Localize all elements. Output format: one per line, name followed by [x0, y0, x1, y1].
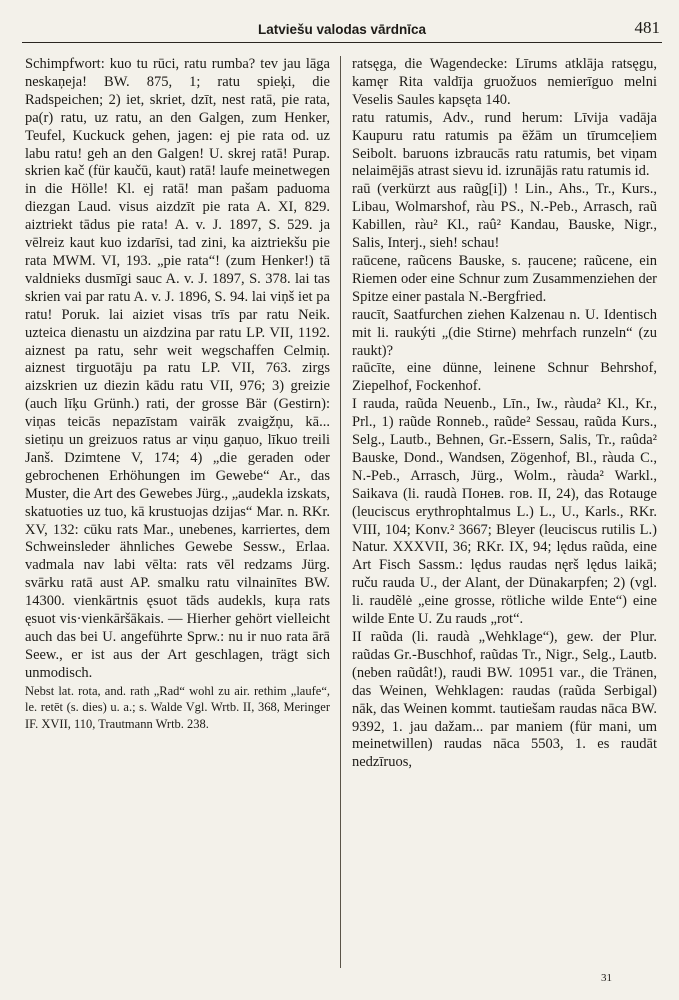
- column-divider: [340, 56, 341, 968]
- dictionary-entry: ratsęga, die Wagendecke: Līrums atklāja ratsęgu, kamęr Rita valdīja gruožuos nemierīguo melni Veselis Saules kapsęta 140.: [352, 56, 657, 108]
- page-number: 481: [634, 18, 660, 37]
- dictionary-entry: raūcene, raũcens Bauske, s. ŗaucene; raũcene, ein Riemen oder eine Schnur zum Zusammenziehen der Spitze einer pastala N.-Bergfried.: [352, 252, 657, 305]
- dictionary-entry: I rauda, raũda Neuenb., Līn., Iw., ràuda² Kl., Kr., Prl., 1) raũde Ronneb., raũde² Sessau, raũda Kurs., Selg., Lautb., Behnen, Gr.-Essern, Salis, Tr., raûda² Bauske, Dond., Wandsen, Zögenhof, Bl., ràuda C., N.-Peb., Arrasch, Jürg., Wolm., ràuda² Warkl., Saikava (li. raudà Понев. гов. II, 24), das Rotauge (leuciscus erythrophtalmus L.) L., U., Karls., RKr. VIII, 104; Konv.² 3667; Bleyer (leuciscus rutilis L.) Natur. XXXVII, 36; RKr. IX, 94; lędus raũda, eine Art Fisch Sassm.: lędus raudas nęrš lędus laikā; ruču rauda U., der Alant, der Dünakarpfen; 2) (vgl. li. raudẽlė „eine grosse, rötliche wilde Ente“) eine wilde Ente U. Zu rauds „rot“.: [352, 396, 657, 628]
- printer-signature: 31: [601, 972, 612, 984]
- dictionary-entry: raūcīte, eine dünne, leinene Schnur Behrshof, Ziepelhof, Fockenhof.: [352, 360, 657, 395]
- dictionary-entry: raucīt, Saatfurchen ziehen Kalzenau n. U. Identisch mit li. raukýti „(die Stirne) mehrfach runzeln“ (zu raukt)?: [352, 306, 657, 359]
- dictionary-entry: raū (verkürzt aus raũg[i]) ! Lin., Ahs., Tr., Kurs., Libau, Wolmarshof, ràu PS., N.-Peb., Arrasch, raũ Kabillen, ràu² Kl., raû² Kandau, Bauske, Nigr., Salis, Interj., sieh! schau!: [352, 181, 657, 252]
- dictionary-entry: ratu ratumis, Adv., rund herum: Līvija vadāja Kaupuru ratu ratumis pa ēžām un tīrumceļiem Seibolt. baruons izbraucās ratu ratumis, bet viņam nelaimējās atrast sievu id. izrunājās ratu ratumis id.: [352, 109, 657, 180]
- dictionary-entry: II raũda (li. raudà „Wehklage“), gew. der Plur. raũdas Gr.-Buschhof, raũdas Tr., Nigr., Selg., Lautb. (neben raũdât!), raudi BW. 10951 var., die Tränen, das Weinen, Wehklagen: raudas (raũda Serbigal) nāk, das Weinen kommt. tautiešam raudas nāca BW. 9392, 1. jau dažam... par maniem (für mani, um meinetwillen) raudas nāca 5503, 1. es raudāt nedzīruos,: [352, 629, 657, 771]
- etymology-note: Nebst lat. rota, and. rath „Rad“ wohl zu air. rethim „laufe“, le. retēt (s. dies) u. a.; s. Walde Vgl. Wrtb. II, 368, Meringer IF. XVII, 110, Trautmann Wrtb. 238.: [25, 683, 330, 731]
- running-title: Latviešu valodas vārdnīca: [257, 22, 427, 37]
- entry-text: Schimpfwort: kuo tu rūci, ratu rumba? tev jau lāga neskaņeja! BW. 875, 1; ratu spieķi, die Radspeichen; 2) iet, skriet, dzīt, nest ratā, pie rata, pa(r) ratu, uz ratu, an den Galgen, zum Henker, Teufel, Kuckuck gehen, jagen: ej pie rata od. uz labu ratu! geh an den Galgen! U. skrej ratā! Purap. skrien kač (für kaučū, kaut) ratā! laufe meinetwegen in die Hölle! Kl. ej ratā! man pašam paduoma diezgan Laud. visus aizdzīt pie rata A. XI, 829. aiztriekt tādus pie rata! A. v. J. 1897, S. 529. ja vēlreiz kaut kuo izdarīsi, tad zini, ka aiztriekšu pie rata MWM. VI, 193. „pie rata“! (zum Henker!) tā valdnieks dusmīgi sauc A. v. J. 1897, S. 378. lai tas skrien vai par ratu A. v. J. 1896, S. 94. lai viņš iet pa ratu! Poruk. lai aiziet visas trīs par ratu Neik. uzteica dienastu un aizdzina par ratu LP. VII, 1192. aiznest pa ratu, sehr weit wegschaffen Celmiņ. aiznest tirguotāju pa ratu LP. VII, 763. zirgs aizskrien uz diezin kādu ratu VII, 976; 3) greizie (auch līķu Grünh.) rati, der grosse Bär (Gestirn): viņas teicās nepazīstam vairāk zvaigžņu, kā... sietiņu un greizuos ratus ar viņu gaņuo, līkuo treili Janš. Dzimtene V, 174; 4) „die geraden oder gebrochenen Erhöhungen im Gewebe“ Ar., das Muster, die Art des Gewebes Jürg., „audekla izskats, skatuoties uz tuo, kā krustuojas dzijas“ Mar. n. RKr. XV, 132: cūku rats Mar., unebenes, karriertes, dem Schweinsleder ähnliches Gewebe Sessw., Erlaa. vadmala nav labi vēlta: rats vēl redzams Jürg. svārku ratā aust AP. smalku ratu vilnainītes BW. 14300. vienkārtnis ęsuot tāds audekls, kuŗa rats ęsuot vis·vienkāršākais. — Hierher gehört vielleicht auch das bei U. angeführte Sprw.: nu ir nuo rata ārā Seew., er ist aus der Art geschlagen, trägt sich unmodisch.: [25, 56, 330, 681]
- right-column: [352, 56, 657, 968]
- left-column: [25, 56, 330, 968]
- page-header: [22, 8, 662, 43]
